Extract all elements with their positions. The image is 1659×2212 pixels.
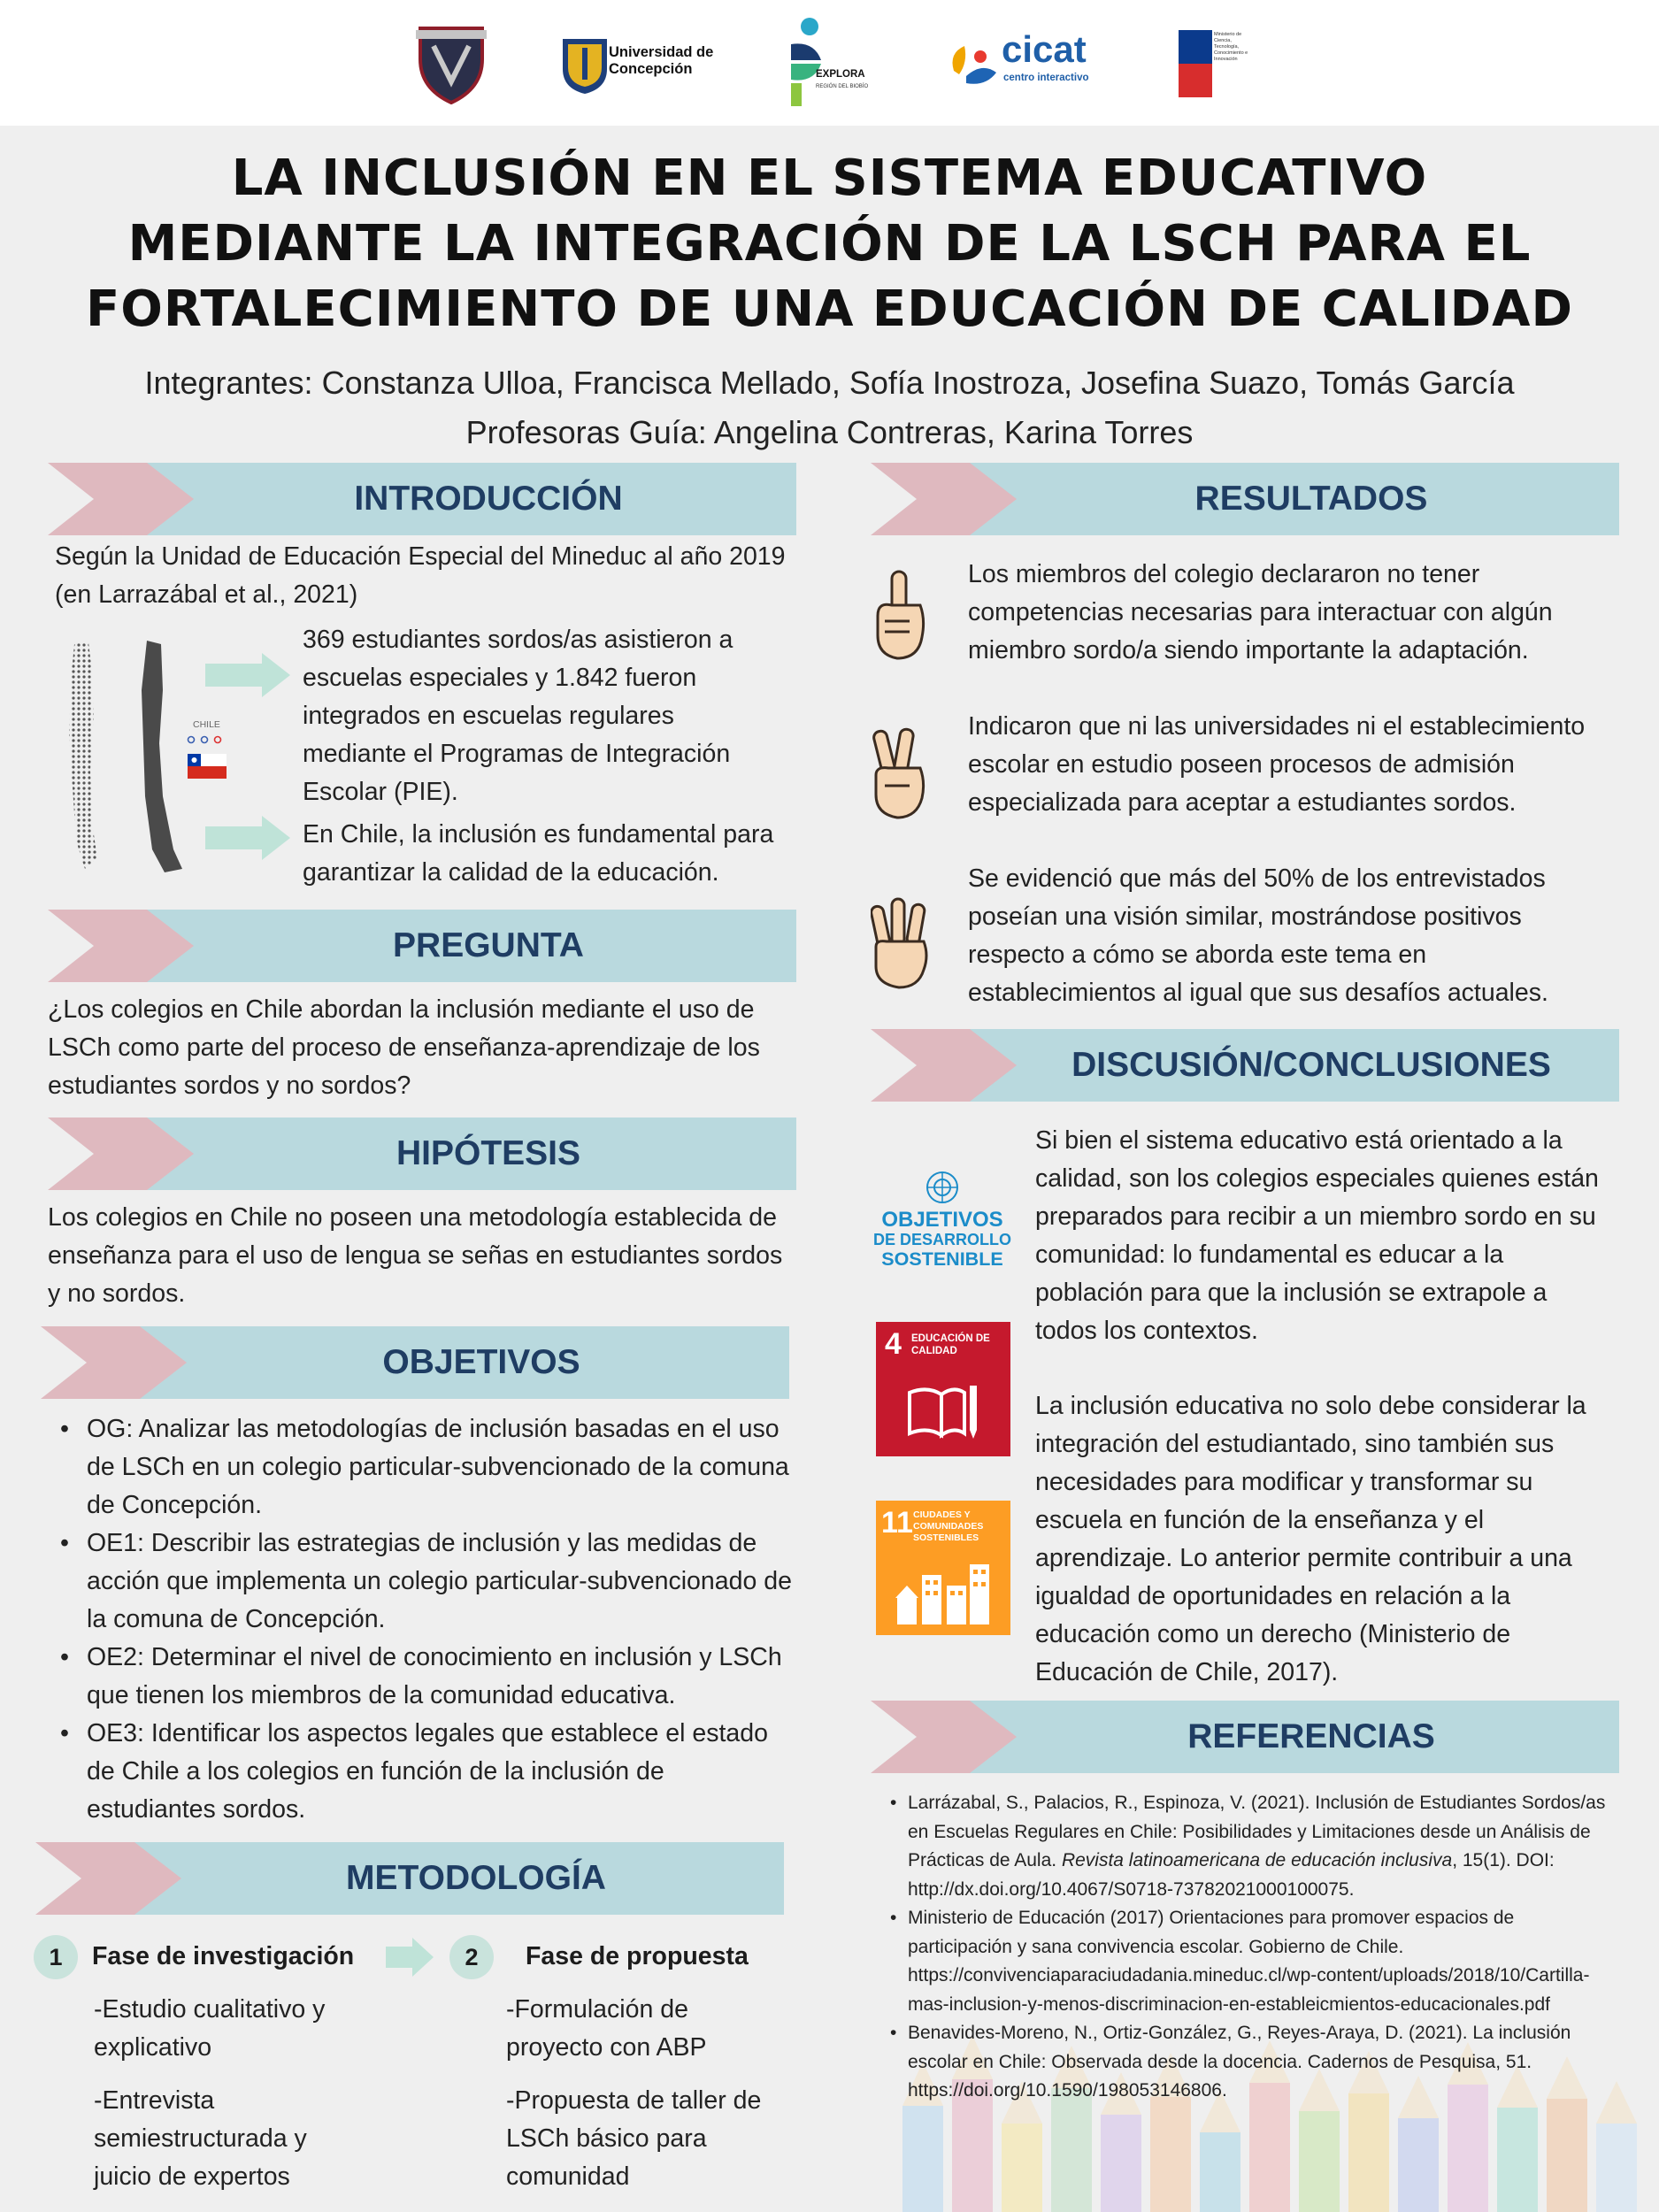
- un-emblem-icon: [925, 1170, 960, 1205]
- resultado-2: Indicaron que ni las universidades ni el establecimiento escolar en estudio poseen procesos de admisión especializada para aceptar a estudiantes sordos.: [968, 712, 1586, 817]
- udec-logo: Universidad de Concepción: [559, 35, 714, 97]
- sdg-logo-line-1: OBJETIVOS: [881, 1208, 1003, 1232]
- hipotesis-heading: HIPÓTESIS: [396, 1134, 581, 1172]
- sdg-logo-line-3: SOSTENIBLE: [881, 1248, 1003, 1270]
- ministerio-logo: Ministerio de Ciencia, Tecnología, Conocimiento e Innovación: [1179, 30, 1251, 99]
- sdg-4-tile: [876, 1322, 1010, 1456]
- objetivos-heading: OBJETIVOS: [382, 1343, 580, 1381]
- referencias-list: [885, 1789, 1606, 2106]
- intro-lead: Según la Unidad de Educación Especial del Mineduc al año 2019 (en Larrazábal et al., 2021): [55, 542, 786, 609]
- objetivo-oe2: • OE2: Determinar el nivel de conocimiento en inclusión y LSCh que tienen los miembros de la comunidad educativa.: [48, 1639, 795, 1715]
- phase-2-title: Fase de propuesta: [526, 1942, 749, 1970]
- pregunta-text: ¿Los colegios en Chile abordan la inclusión mediante el uso de LSCh como parte del proceso de enseñanza-aprendizaje de los estudiantes sordos y no sordos?: [48, 995, 760, 1100]
- phase-1-item-2: -Entrevista semiestructurada y juicio de expertos: [94, 2086, 307, 2191]
- chile-flag-icon: [188, 754, 227, 779]
- referencias-banner: [871, 1701, 1619, 1773]
- introduccion-banner: [48, 463, 796, 535]
- cicat-logo: cicat centro interactivo: [947, 34, 1110, 94]
- intro-arrow-2: [205, 816, 290, 860]
- introduccion-heading: INTRODUCCIÓN: [354, 480, 623, 518]
- hand-two-fingers-icon: [871, 724, 929, 821]
- phase-1-number: 1: [34, 1935, 78, 1979]
- logo-bar: [0, 0, 1659, 126]
- phase-2-item-2: -Propuesta de taller de LSCh básico para comunidad: [506, 2086, 762, 2191]
- objetivos-banner: [41, 1326, 789, 1399]
- intro-arrow-1: [205, 653, 290, 697]
- title-line-2: MEDIANTE LA INTEGRACIÓN DE LA LSCH PARA EL: [127, 215, 1532, 273]
- objetivo-oe3: • OE3: Identificar los aspectos legales que establece el estado de Chile a los colegios en función de la inclusión de estudiantes sordos.: [48, 1715, 795, 1829]
- phase-2-number: 2: [449, 1935, 494, 1979]
- poster-title: [53, 146, 1606, 342]
- discusion-heading: DISCUSIÓN/CONCLUSIONES: [1071, 1046, 1551, 1084]
- metodologia-banner: [35, 1842, 784, 1915]
- sdg-11-label: CIUDADES Y COMUNIDADES SOSTENIBLES: [913, 1509, 984, 1543]
- map-label: CHILE: [193, 719, 220, 730]
- discusion-banner: [871, 1029, 1619, 1102]
- authors-block: [53, 358, 1606, 457]
- hipotesis-text: Los colegios en Chile no poseen una metodología establecida de enseñanza para el uso de lengua se señas en estudiantes sordos y no sordos.: [48, 1203, 783, 1308]
- referencias-heading: REFERENCIAS: [1187, 1717, 1435, 1755]
- phase-arrow: [386, 1938, 434, 1977]
- objetivo-og: • OG: Analizar las metodologías de inclusión basadas en el uso de LSCh en un colegio particular-subvencionado de la comuna de Concepción.: [48, 1410, 795, 1525]
- sdg-11-tile: [876, 1501, 1010, 1635]
- resultado-3: Se evidenció que más del 50% de los entrevistados poseían una visión similar, mostrándose positivos respecto a cómo se aborda este tema en establecimientos al igual que sus desafíos actuales.: [968, 864, 1548, 1007]
- hand-one-finger-icon: [871, 566, 929, 664]
- sdg-11-number: 11: [881, 1506, 913, 1540]
- discusion-para-1: Si bien el sistema educativo está orientado a la calidad, son los colegios especiales quienes están preparados para recibir a un miembro sordo en su comunidad: lo fundamental es educar a la población para que la inclusión se extrapole a todos los contextos.: [1035, 1126, 1599, 1345]
- hand-three-fingers-icon: [871, 894, 933, 991]
- phase-1-title: Fase de investigación: [92, 1942, 355, 1970]
- phase-1-item-1: -Estudio cualitativo y explicativo: [94, 1995, 326, 2062]
- pregunta-banner: [48, 910, 796, 982]
- sdg-logo: [869, 1170, 1016, 1278]
- discusion-para-2: La inclusión educativa no solo debe considerar la integración del estudiantado, sino también sus necesidades para modificar y transformar su escuela en función de la enseñanza y el aprendizaje. Lo anterior permite contribuir a una igualdad de oportunidades en relación a la educación como un derecho (Ministerio de Educación de Chile, 2017).: [1035, 1392, 1586, 1686]
- hipotesis-banner: [48, 1118, 796, 1190]
- advisors-line: Profesoras Guía: Angelina Contreras, Karina Torres: [465, 414, 1194, 450]
- objetivos-list: [48, 1410, 795, 1829]
- referencia-2: • Ministerio de Educación (2017) Orientaciones para promover espacios de participación y sana convivencia escolar. Gobierno de Chile. https://convivenciaparaciudadania.mineduc.cl/wp-content/uploads/2018/10/Cartilla-mas-inclusion-y-menos-discriminacion-en-estableicmientos-educacionales.pdf: [885, 1904, 1606, 2019]
- resultado-1: Los miembros del colegio declararon no tener competencias necesarias para interactuar con algún miembro sordo/a siendo importante la adaptación.: [968, 560, 1553, 664]
- objetivo-oe1: • OE1: Describir las estrategias de inclusión y las medidas de acción que implementa un colegio particular-subvencionado de la comuna de Concepción.: [48, 1525, 795, 1639]
- resultados-heading: RESULTADOS: [1194, 480, 1428, 518]
- title-line-1: LA INCLUSIÓN EN EL SISTEMA EDUCATIVO: [231, 150, 1428, 207]
- school-crest-logo: [416, 19, 487, 104]
- metodologia-heading: METODOLOGÍA: [346, 1859, 606, 1897]
- members-line: Integrantes: Constanza Ulloa, Francisca Mellado, Sofía Inostroza, Josefina Suazo, Tomás García: [144, 365, 1515, 401]
- intro-point-2: En Chile, la inclusión es fundamental para garantizar la calidad de la educación.: [303, 820, 774, 887]
- sdg-4-number: 4: [885, 1327, 902, 1361]
- explora-logo: EXPLORA REGIÓN DEL BIOBÍO: [779, 14, 876, 111]
- referencia-1: • Larrázabal, S., Palacios, R., Espinoza, V. (2021). Inclusión de Estudiantes Sordos/as en Escuelas Regulares en Chile: Posibilidades y Limitaciones desde un Análisis de Prácticas de Aula. Revista latinoamericana de educación inclusiva, 15(1). DOI: http://dx.doi.org/10.4067/S0718-73782021000100075.: [885, 1789, 1606, 1904]
- title-line-3: FORTALECIMIENTO DE UNA EDUCACIÓN DE CALIDAD: [86, 280, 1573, 338]
- intro-point-1: 369 estudiantes sordos/as asistieron a escuelas especiales y 1.842 fueron integrados en escuelas regulares mediante el Programas de Integración Escolar (PIE).: [303, 626, 733, 806]
- resultados-banner: [871, 463, 1619, 535]
- pregunta-heading: PREGUNTA: [393, 926, 584, 964]
- sdg-4-label: EDUCACIÓN DE CALIDAD: [911, 1333, 990, 1356]
- book-pencil-icon: [906, 1380, 982, 1442]
- referencia-3: • Benavides-Moreno, N., Ortiz-González, G., Reyes-Araya, D. (2021). La inclusión escolar en Chile: Observada desde la docencia. Cadernos de Pesquisa, 51. https://doi.org/10.1590/198053146806.: [885, 2019, 1606, 2106]
- city-buildings-icon: [894, 1559, 993, 1626]
- phase-2-item-1: -Formulación de proyecto con ABP: [506, 1995, 707, 2062]
- sdg-logo-line-2: DE DESARROLLO: [872, 1231, 1011, 1248]
